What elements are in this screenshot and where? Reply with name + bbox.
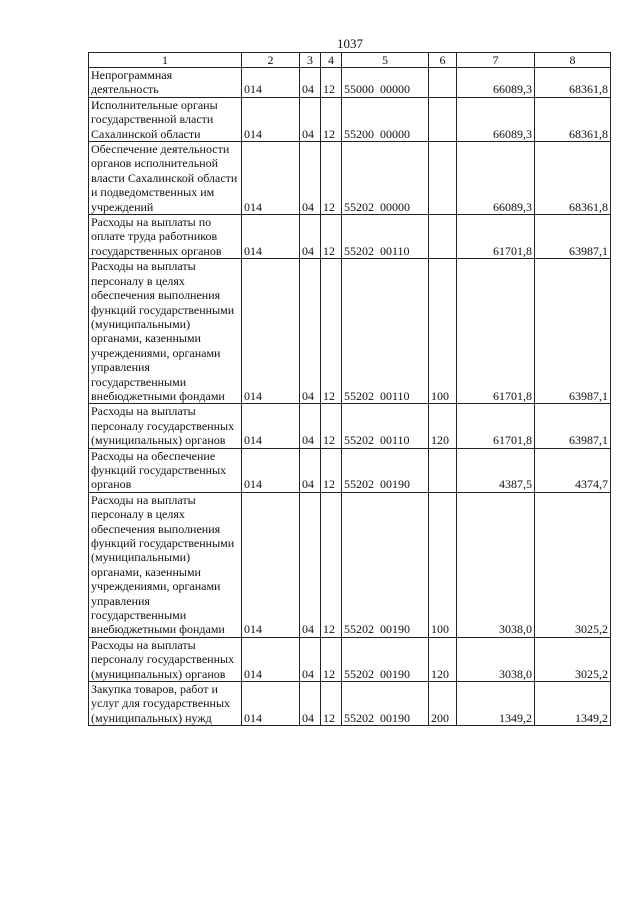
amount-col8: 1349,2 (535, 682, 611, 726)
amount-col8: 63987,1 (535, 404, 611, 448)
expense-type-code: 100 (429, 259, 457, 404)
page-number: 1037 (337, 36, 363, 51)
section-code: 04 (300, 68, 321, 98)
section-code: 04 (300, 259, 321, 404)
subsection-code: 12 (321, 637, 342, 681)
subsection-code: 12 (321, 142, 342, 215)
subsection-code: 12 (321, 404, 342, 448)
target-article-code: 55202 00190 (342, 492, 429, 637)
dept-code: 014 (242, 215, 300, 259)
amount-col7: 66089,3 (457, 68, 535, 98)
section-code: 04 (300, 492, 321, 637)
target-article-code: 55202 00110 (342, 215, 429, 259)
amount-col7: 1349,2 (457, 682, 535, 726)
table-row (89, 637, 611, 681)
expense-type-code (429, 448, 457, 492)
section-code: 04 (300, 215, 321, 259)
table-row (89, 492, 611, 637)
subsection-code: 12 (321, 97, 342, 141)
row-name: Закупка товаров, работ и услуг для государственных (муниципальных) нужд (89, 682, 242, 726)
column-header: 8 (535, 53, 611, 68)
header-row (89, 53, 611, 68)
amount-col8: 63987,1 (535, 259, 611, 404)
budget-table (88, 52, 611, 726)
amount-col7: 61701,8 (457, 215, 535, 259)
amount-col8: 3025,2 (535, 492, 611, 637)
row-name: Непрограммная деятельность (89, 68, 242, 98)
amount-col7: 4387,5 (457, 448, 535, 492)
expense-type-code (429, 215, 457, 259)
row-name: Расходы на выплаты персоналу в целях обеспечения выполнения функций государственными (муниципальными) органами, казенными учреждениями, органами управления государственными внебюджетными фондами (89, 492, 242, 637)
table-row (89, 682, 611, 726)
amount-col7: 61701,8 (457, 404, 535, 448)
row-name: Расходы на обеспечение функций государственных органов (89, 448, 242, 492)
amount-col8: 68361,8 (535, 142, 611, 215)
column-header: 2 (242, 53, 300, 68)
expense-type-code (429, 68, 457, 98)
subsection-code: 12 (321, 492, 342, 637)
target-article-code: 55202 00000 (342, 142, 429, 215)
target-article-code: 55202 00190 (342, 448, 429, 492)
expense-type-code: 120 (429, 404, 457, 448)
table-row (89, 404, 611, 448)
amount-col8: 3025,2 (535, 637, 611, 681)
expense-type-code: 100 (429, 492, 457, 637)
dept-code: 014 (242, 448, 300, 492)
table-row (89, 68, 611, 98)
column-header: 5 (342, 53, 429, 68)
amount-col7: 61701,8 (457, 259, 535, 404)
expense-type-code: 120 (429, 637, 457, 681)
dept-code: 014 (242, 142, 300, 215)
section-code: 04 (300, 637, 321, 681)
table-row (89, 215, 611, 259)
target-article-code: 55202 00190 (342, 637, 429, 681)
column-header: 3 (300, 53, 321, 68)
dept-code: 014 (242, 68, 300, 98)
row-name: Расходы на выплаты персоналу в целях обеспечения выполнения функций государственными (муниципальными) органами, казенными учреждениями, органами управления государственными внебюджетными фондами (89, 259, 242, 404)
dept-code: 014 (242, 492, 300, 637)
column-header: 6 (429, 53, 457, 68)
section-code: 04 (300, 142, 321, 215)
table-row (89, 448, 611, 492)
section-code: 04 (300, 448, 321, 492)
table-row (89, 142, 611, 215)
subsection-code: 12 (321, 682, 342, 726)
dept-code: 014 (242, 97, 300, 141)
amount-col8: 63987,1 (535, 215, 611, 259)
row-name: Обеспечение деятельности органов исполнительной власти Сахалинской области и подведомственных им учреждений (89, 142, 242, 215)
target-article-code: 55000 00000 (342, 68, 429, 98)
target-article-code: 55202 00110 (342, 404, 429, 448)
dept-code: 014 (242, 259, 300, 404)
amount-col7: 66089,3 (457, 97, 535, 141)
dept-code: 014 (242, 682, 300, 726)
table-row (89, 97, 611, 141)
target-article-code: 55202 00190 (342, 682, 429, 726)
column-header: 7 (457, 53, 535, 68)
amount-col8: 4374,7 (535, 448, 611, 492)
subsection-code: 12 (321, 448, 342, 492)
amount-col8: 68361,8 (535, 97, 611, 141)
expense-type-code (429, 142, 457, 215)
row-name: Расходы на выплаты персоналу государственных (муниципальных) органов (89, 637, 242, 681)
section-code: 04 (300, 404, 321, 448)
target-article-code: 55202 00110 (342, 259, 429, 404)
column-header: 1 (89, 53, 242, 68)
amount-col7: 3038,0 (457, 492, 535, 637)
dept-code: 014 (242, 637, 300, 681)
expense-type-code (429, 97, 457, 141)
amount-col8: 68361,8 (535, 68, 611, 98)
section-code: 04 (300, 682, 321, 726)
expense-type-code: 200 (429, 682, 457, 726)
subsection-code: 12 (321, 259, 342, 404)
row-name: Расходы на выплаты персоналу государственных (муниципальных) органов (89, 404, 242, 448)
section-code: 04 (300, 97, 321, 141)
subsection-code: 12 (321, 215, 342, 259)
row-name: Исполнительные органы государственной власти Сахалинской области (89, 97, 242, 141)
table-row (89, 259, 611, 404)
amount-col7: 3038,0 (457, 637, 535, 681)
column-header: 4 (321, 53, 342, 68)
row-name: Расходы на выплаты по оплате труда работников государственных органов (89, 215, 242, 259)
target-article-code: 55200 00000 (342, 97, 429, 141)
dept-code: 014 (242, 404, 300, 448)
amount-col7: 66089,3 (457, 142, 535, 215)
subsection-code: 12 (321, 68, 342, 98)
